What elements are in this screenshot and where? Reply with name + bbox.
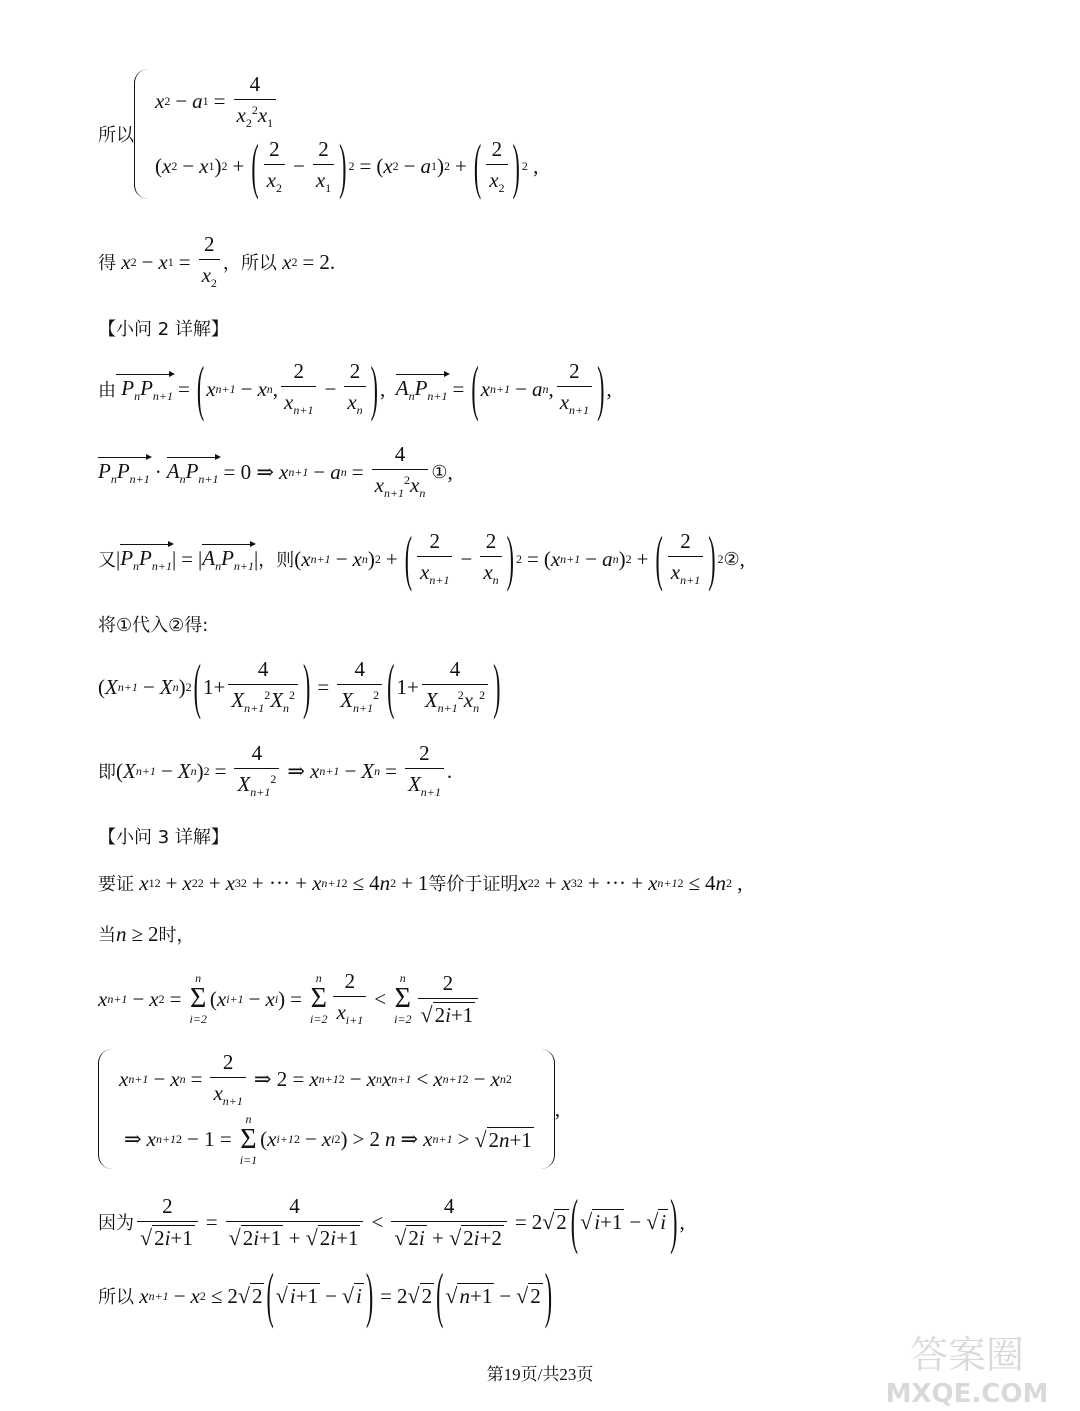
sum-inequality: x n+1 − x 2 = n Σ i=2 ( x i+1 − x i ) = n Σ i=2 $\frac{2}{x_{i+1}}$ < n Σ i=2 2 √ 2i+1 — [98, 966, 481, 1032]
label-suoyi-inline: ，所以 — [222, 253, 277, 274]
system-lines — [155, 69, 538, 199]
label-de: 得 — [98, 253, 116, 274]
dot-product-equation: $P_nP_{n+1}$ · $A_nP_{n+1}$ = 0 ⇒ x n+1 − a n = $\frac{4}{x_{n+1}^2x_n}$ ① , — [98, 442, 453, 501]
right-paren-big — [540, 1049, 555, 1169]
circled-two: ② — [723, 548, 740, 570]
eq2-line-1: x n+1 − x n = $\frac{2}{x_{n+1}}$ ⇒ 2 = x n+1 2 − x n x n+1 < x n+1 2 − x n 2 — [119, 1050, 512, 1109]
eq-line-1: x 2 − a 1 = $\frac{4}{x_2^2x_1}$ — [155, 72, 538, 131]
system-equations-2: x n+1 − x n = $\frac{2}{x_{n+1}}$ ⇒ 2 = x n+1 2 − x n x n+1 < x n+1 2 − x n 2 ⇒ x n+1 2 − 1 = n Σ i=1 ( x i+1 2 − x i 2 ) > 2 n ⇒ x n+1 > √ 2n+1 , — [98, 1046, 560, 1172]
system2-lines — [119, 1049, 534, 1169]
label-yaozheng: 要证 — [98, 874, 134, 895]
watermark-text-2: MXQE.COM — [885, 1379, 1049, 1408]
substituted-equation: ( X n+1 − X n ) 2 ( 1+ $\frac{4}{X_{n+1}^2X_n^2}$ ) = $\frac{4}{X_{n+1}^2}$ ( 1+ $\frac{4}{X_{n+1}^2x_n^2}$ ) — [98, 650, 501, 721]
label-dang: 当 — [98, 925, 116, 946]
vector-definitions: 由 $P_nP_{n+1}$ = ( x n+1 − x n , $\frac{2}{x_{n+1}}$ − $\frac{2}{x_n}$ ) , $A_nP_{n+1}$ = ( x n+1 − a n , $\frac{2}{x_{n+1}}$ ) , — [98, 352, 612, 423]
label-you: 又 — [98, 550, 116, 571]
label-you-yi: 由 — [98, 380, 116, 401]
label-dengjia: 等价于证明 — [428, 874, 519, 895]
left-brace — [134, 69, 149, 199]
section-header-q3: 【小问 3 详解】 — [98, 827, 229, 848]
substitute-text: 将①代入②得: — [98, 615, 209, 636]
result-x2: 得 x 2 − x 1 = $\frac{2}{x_2}$ ，所以 x 2 = 2. — [98, 232, 336, 291]
final-inequality: 所以 x n+1 − x 2 ≤ 2 √ 2 ( √ i+1 − √ i ) = 2 √ 2 ( √ n+1 − √ 2 ) — [98, 1259, 553, 1330]
system-equations-1 — [98, 64, 538, 204]
to-prove-statement: 要证 x 1 2 + x 2 2 + x 3 2 + ··· + x n+1 2 ≤ 4 n 2 + 1 等价于证明 x 2 2 + x 3 2 + ··· + x n+1 2 ≤ 4 n 2 , — [98, 870, 743, 895]
watermark-logo — [882, 1328, 1052, 1408]
left-paren-big — [98, 1049, 113, 1169]
label-ji: 即 — [98, 762, 116, 783]
label-suoyi2: 所以 — [98, 1287, 134, 1308]
label-ze: ，则 — [258, 550, 295, 571]
eq2-line-2: ⇒ x n+1 2 − 1 = n Σ i=1 ( x i+1 2 − x i 2 ) > 2 n ⇒ x n+1 > √ 2n+1 — [124, 1111, 532, 1167]
circled-one: ① — [431, 461, 448, 483]
label-suoyi: 所以 — [98, 125, 134, 146]
magnitude-equation: 又 | $P_nP_{n+1}$ | = | $A_nP_{n+1}$ | ，则 ( x n+1 − x n ) 2 + ( $\frac{2}{x_{n+1}}$ − $\frac{2}{x_n}$ ) 2 = ( x n+1 − a n ) 2 + ( $\frac{2}{x_{n+1}}$ ) 2 ② , — [98, 522, 745, 593]
label-yinwei: 因为 — [98, 1213, 134, 1234]
because-inequality: 因为 2 √ 2i+1 = 4 √ 2i+1 + √ 2i+1 < 4 √ 2i + √ 2i+2 = 2 √ 2 ( √ i+1 − √ i ) , — [98, 1185, 685, 1256]
label-shi: 时， — [158, 925, 195, 946]
condition-n: 当 n ≥ 2 时， — [98, 921, 195, 946]
watermark-text-1: 答案圈 — [909, 1333, 1025, 1377]
page-footer: 第19页/共23页 — [486, 1365, 594, 1384]
section-header-q2: 【小问 2 详解】 — [98, 319, 229, 340]
result-equation: 即 ( X n+1 − X n ) 2 = $\frac{4}{X_{n+1}^2}$ ⇒ x n+1 − X n = $\frac{2}{X_{n+1}}$ . — [98, 741, 453, 800]
eq-line-2: ( x 2 − x 1 ) 2 + ( $\frac{2}{x_2}$ − $\frac{2}{x_1}$ ) 2 = ( x 2 − a 1 ) 2 + ( $\frac{2}{x_2}$ ) 2 , — [155, 130, 539, 201]
